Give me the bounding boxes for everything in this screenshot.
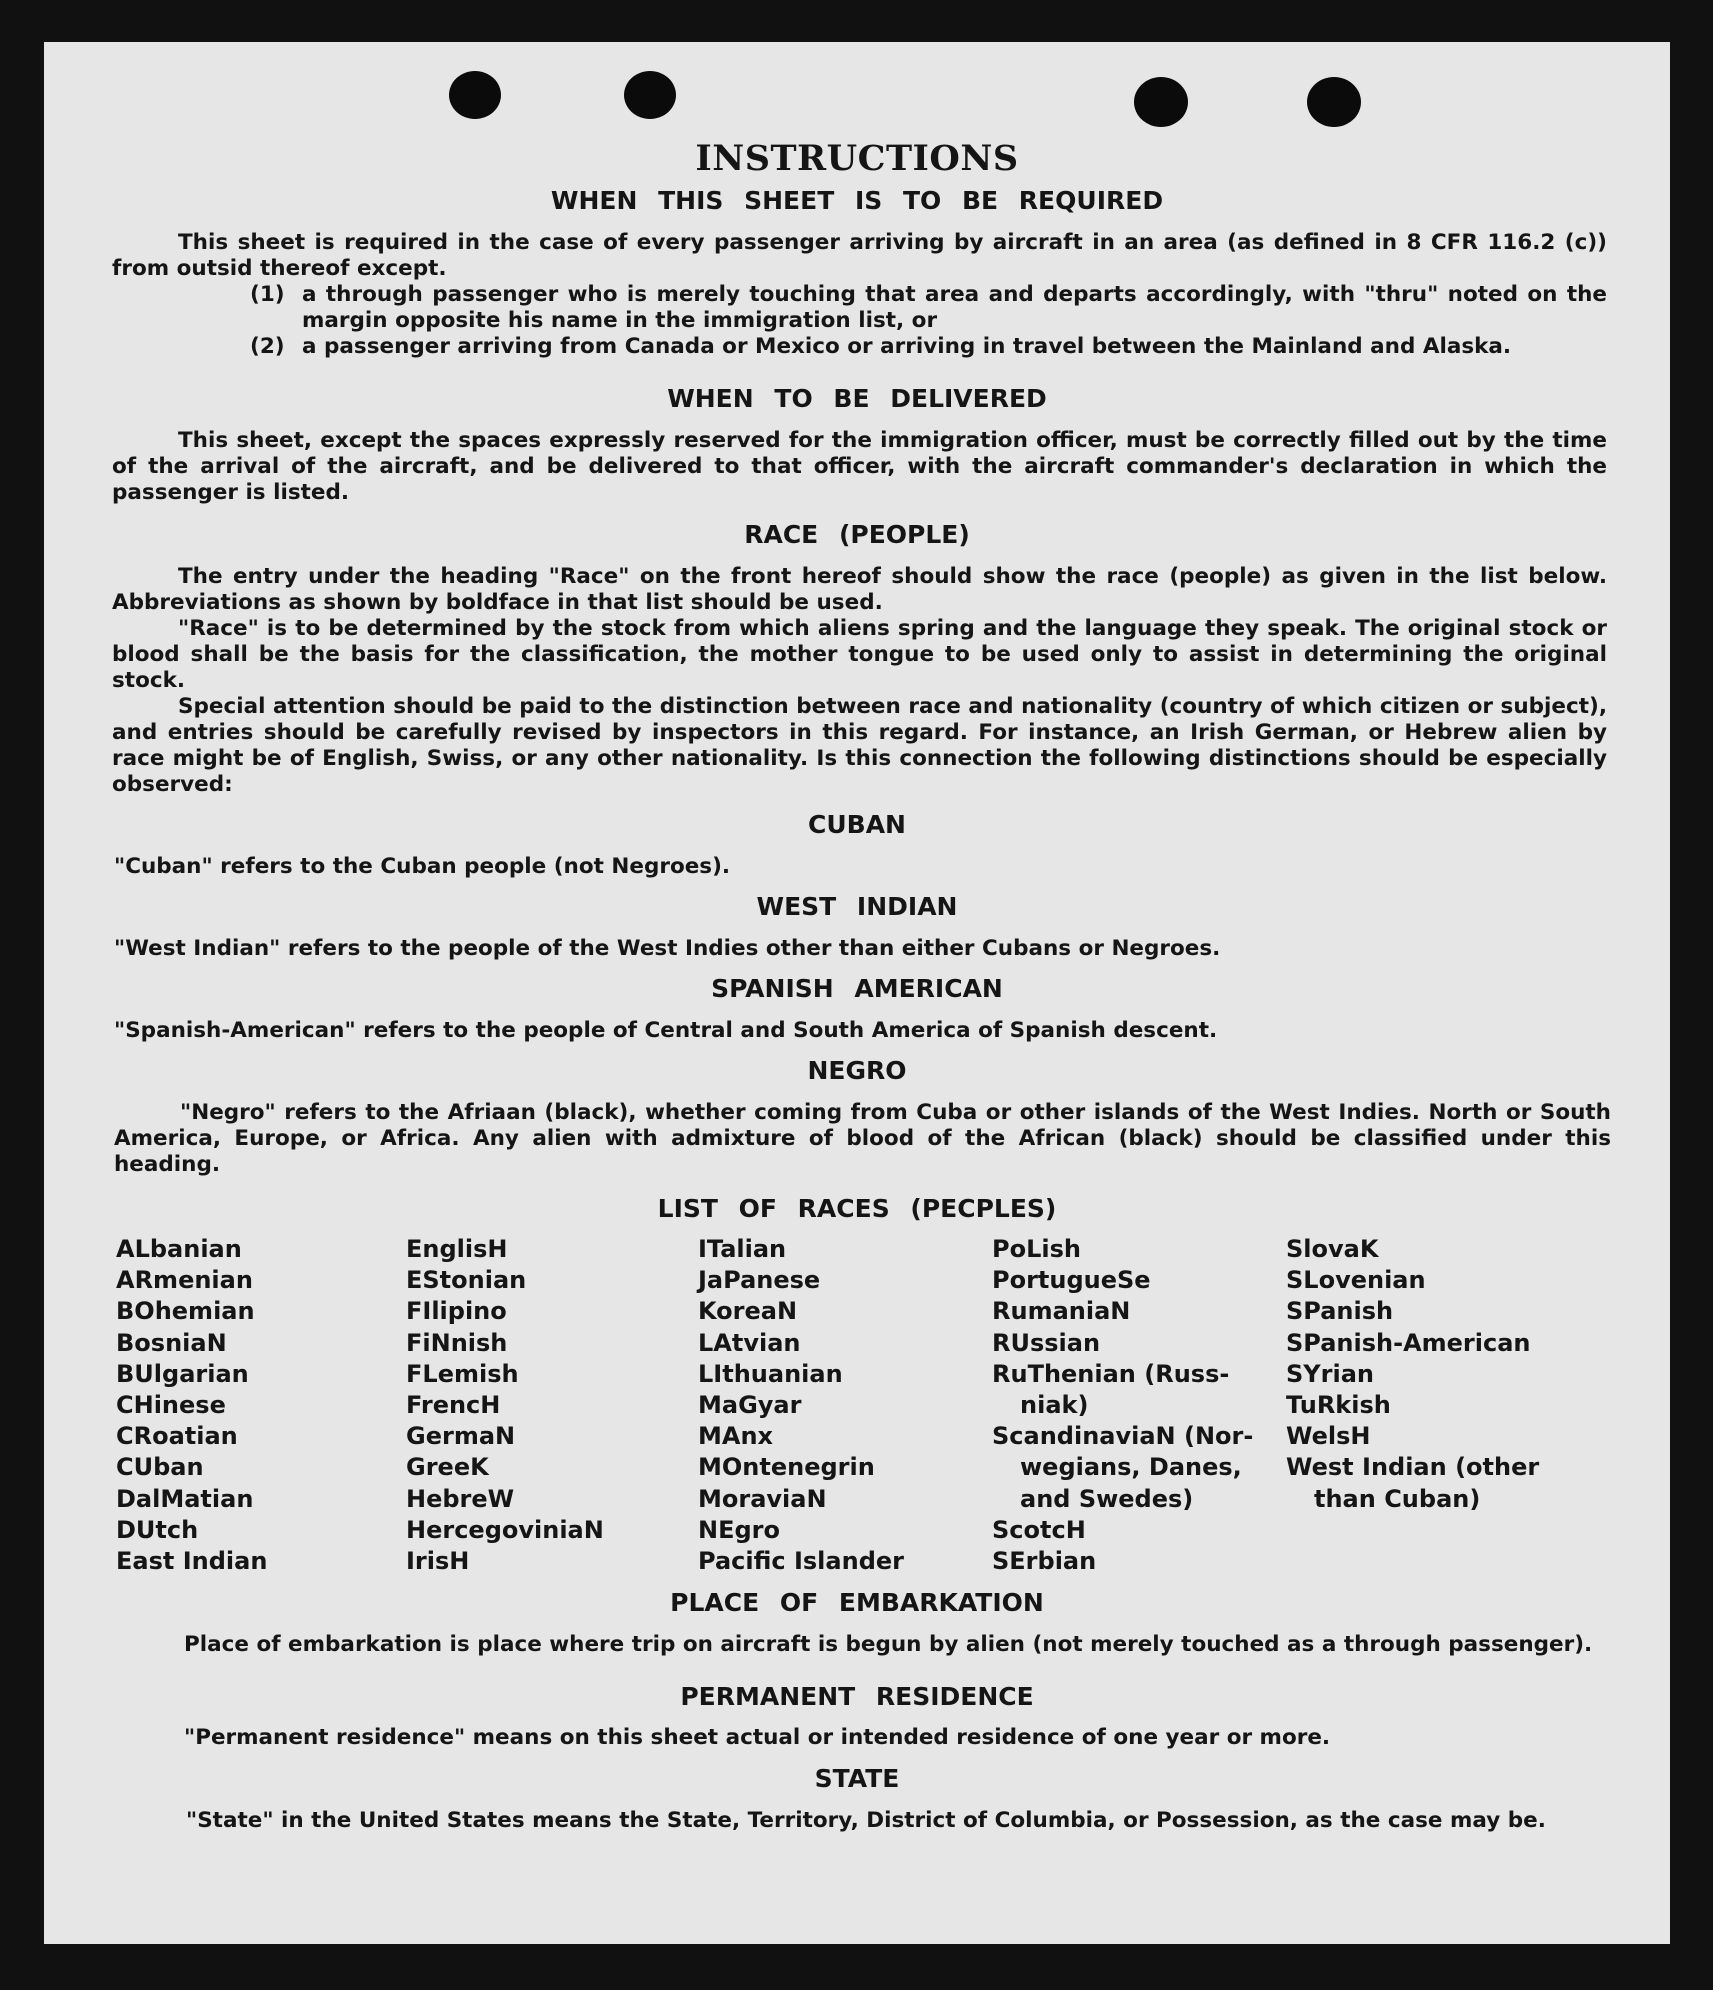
section-heading: NEGRO [807, 1056, 907, 1085]
paragraph: "State" in the United States means the State, Territory, District of Columbia, or Possession, as the case may be. [186, 1808, 1546, 1833]
section-heading: WHEN TO BE DELIVERED [667, 384, 1047, 413]
paragraph: "Spanish-American" refers to the people of Central and South America of Spanish descent. [114, 1018, 1218, 1043]
paragraph: The entry under the heading "Race" on the front hereof should show the race (people) as given in the list below. Abbreviations as shown by boldface in that list should be used. "Race" is to be determined by the stock from which aliens spring and the language they speak. The original stock or blood shall be the basis for the classification, the mother tongue to be used only to assist in determining the original stock. Special attention should be paid to the distinction between race and nationality (country of which citizen or subject), and entries should be carefully revised by inspectors in this regard. For instance, an Irish German, or Hebrew alien by race might be of English, Swiss, or any other nationality. Is this connection the following distinctions should be especially observed: [112, 564, 1607, 797]
exception-item: (1) a through passenger who is merely touching that area and departs accordingly, with "thru" noted on the margin opposite his name in the immigration list, or [250, 282, 1607, 333]
paragraph: "Cuban" refers to the Cuban people (not Negroes). [114, 854, 731, 879]
paragraph: "Negro" refers to the Afriaan (black), whether coming from Cuba or other islands of the West Indies. North or South America, Europe, or Africa. Any alien with admixture of blood of the African (black) should be classified under this heading. [114, 1100, 1611, 1177]
section-heading: CUBAN [808, 810, 906, 839]
punch-hole [1134, 77, 1188, 127]
punch-hole [1307, 77, 1361, 127]
section-heading: RACE (PEOPLE) [744, 520, 970, 549]
paragraph: This sheet, except the spaces expressly reserved for the immigration officer, must be correctly filled out by the time of the arrival of the aircraft, and be delivered to that officer, with the aircraft commander's declaration in which the passenger is listed. [112, 428, 1607, 505]
race-list-column: PoLish PortugueSe RumaniaN RUssian RuThenian (Russ- niak) ScandinaviaN (Nor- wegians, Danes, and Swedes) ScotcH SErbian [992, 1235, 1254, 1576]
exception-item: (2) a passenger arriving from Canada or Mexico or arriving in travel between the Mainland and Alaska. [250, 334, 1512, 359]
section-heading: LIST OF RACES (PECPLES) [657, 1194, 1057, 1223]
race-list-column: ALbanian ARmenian BOhemian BosniaN BUlgarian CHinese CRoatian CUban DalMatian DUtch East Indian [116, 1235, 268, 1576]
punch-hole [449, 71, 501, 119]
race-list-column: EnglisH EStonian FIlipino FiNnish FLemish FrencH GermaN GreeK HebreW HercegoviniaN IrisH [406, 1235, 604, 1576]
paragraph: "Permanent residence" means on this sheet actual or intended residence of one year or more. [184, 1725, 1331, 1750]
section-heading: WEST INDIAN [756, 892, 958, 921]
section-heading: PLACE OF EMBARKATION [670, 1588, 1044, 1617]
page-title: INSTRUCTIONS [695, 138, 1019, 179]
section-heading: WHEN THIS SHEET IS TO BE REQUIRED [550, 186, 1164, 215]
paragraph: Place of embarkation is place where trip on aircraft is begun by alien (not merely touched as a through passenger). [184, 1632, 1593, 1657]
punch-hole [624, 71, 676, 119]
section-heading: SPANISH AMERICAN [711, 974, 1003, 1003]
race-list-column: ITalian JaPanese KoreaN LAtvian LIthuanian MaGyar MAnx MOntenegrin MoraviaN NEgro Pacific Islander [698, 1235, 904, 1576]
paragraph: "West Indian" refers to the people of the West Indies other than either Cubans or Negroes. [114, 936, 1221, 961]
section-heading: PERMANENT RESIDENCE [680, 1682, 1034, 1711]
paragraph: This sheet is required in the case of every passenger arriving by aircraft in an area (as defined in 8 CFR 116.2 (c)) from outsid thereof except. [112, 230, 1607, 281]
section-heading: STATE [814, 1764, 900, 1793]
race-list-column: SlovaK SLovenian SPanish SPanish-American SYrian TuRkish WelsH West Indian (other than Cuban) [1286, 1235, 1540, 1513]
document-sheet [44, 42, 1670, 1944]
